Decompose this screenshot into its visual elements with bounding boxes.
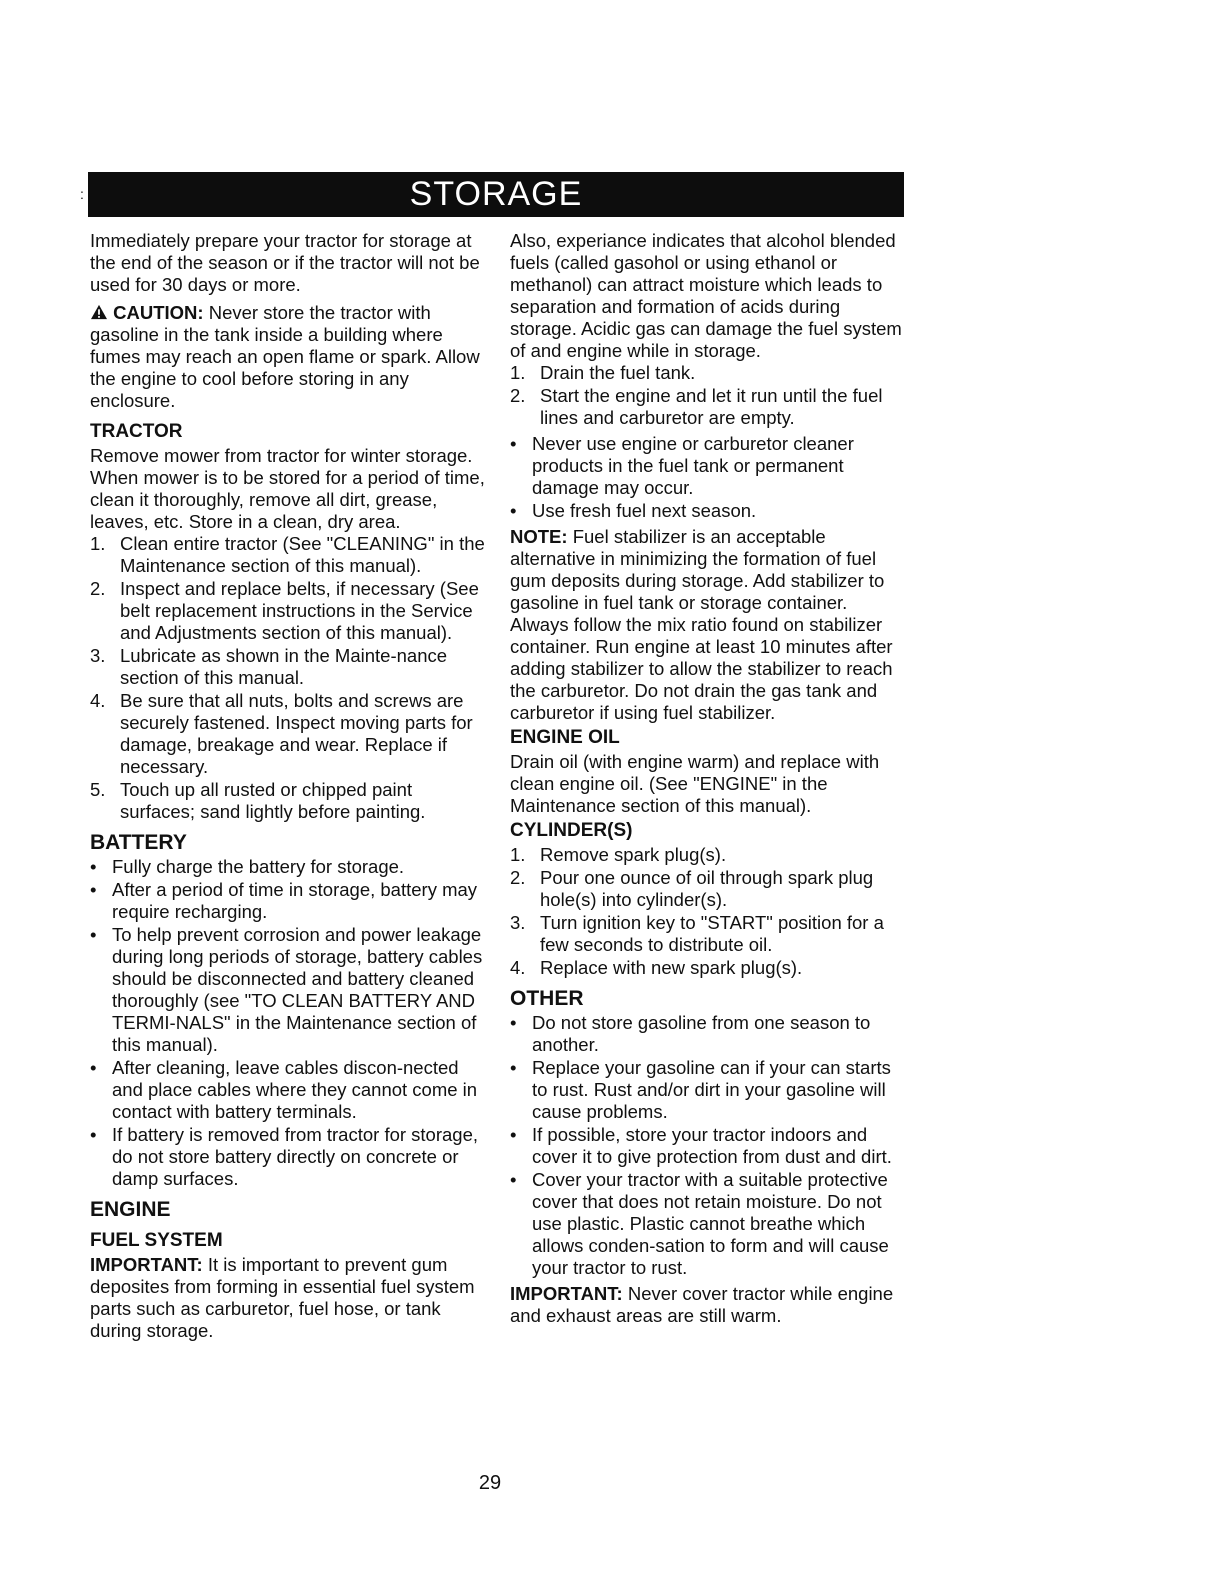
other-bullets — [510, 1012, 908, 1279]
important-text: Never cover tractor while engine and exhaust areas are still warm. — [510, 1283, 894, 1326]
fuel-important-note — [90, 1254, 485, 1342]
bullet-text: Do not store gasoline from one season to another. — [532, 1012, 871, 1055]
cover-important-note — [510, 1283, 908, 1327]
fuel-steps — [510, 362, 908, 429]
page-title: STORAGE — [409, 175, 583, 213]
bullet: • — [90, 1057, 97, 1078]
bullet: • — [90, 856, 97, 877]
right-column — [510, 230, 908, 1333]
section-banner — [88, 172, 904, 217]
caution-text: Never store the tractor with gasoline in the tank inside a building where fumes may reach an open flame or spark. Allow the engine to cool before storing in any enclosure. — [90, 302, 480, 411]
step-text: Lubricate as shown in the Mainte-nance section of this manual. — [120, 645, 448, 688]
list-item — [90, 690, 485, 778]
step-number: 3. — [90, 645, 106, 666]
step-text: Inspect and replace belts, if necessary (See belt replacement instructions in the Service and Adjustments section of this manual). — [120, 578, 479, 643]
step-number: 4. — [90, 690, 106, 711]
bullet-text: Fully charge the battery for storage. — [112, 856, 405, 877]
list-item — [90, 1124, 485, 1190]
list-item — [510, 957, 908, 979]
step-number: 2. — [510, 385, 526, 406]
step-text: Clean entire tractor (See "CLEANING" in the Maintenance section of this manual). — [120, 533, 485, 576]
tractor-intro: Remove mower from tractor for winter storage. When mower is to be stored for a period of time, clean it thoroughly, remove all dirt, grease, leaves, etc. Store in a clean, dry area. — [90, 445, 485, 532]
battery-heading: BATTERY — [90, 831, 187, 854]
bullet: • — [510, 500, 517, 521]
step-text: Turn ignition key to "START" position for a few seconds to distribute oil. — [540, 912, 884, 955]
margin-mark: : — [80, 186, 84, 202]
bullet-text: If possible, store your tractor indoors and cover it to give protection from dust and dirt. — [532, 1124, 892, 1167]
bullet: • — [510, 1124, 517, 1145]
bullet-text: If battery is removed from tractor for storage, do not store battery directly on concrete or damp surfaces. — [112, 1124, 479, 1189]
battery-bullets — [90, 856, 485, 1190]
step-text: Be sure that all nuts, bolts and screws are securely fastened. Inspect moving parts for damage, breakage and wear. Replace if necessary. — [120, 690, 473, 777]
step-text: Drain the fuel tank. — [540, 362, 696, 383]
list-item — [510, 500, 908, 522]
list-item — [510, 1124, 908, 1168]
page-number: 29 — [478, 1472, 502, 1494]
bullet-text: After a period of time in storage, battery may require recharging. — [112, 879, 478, 922]
other-heading: OTHER — [510, 987, 584, 1010]
left-column — [90, 230, 485, 1348]
bullet-text: Use fresh fuel next season. — [532, 500, 757, 521]
list-item — [510, 1057, 908, 1123]
bullet: • — [510, 1057, 517, 1078]
bullet: • — [90, 924, 97, 945]
step-text: Touch up all rusted or chipped paint surfaces; sand lightly before painting. — [120, 779, 426, 822]
bullet-text: To help prevent corrosion and power leakage during long periods of storage, battery cables should be disconnected and battery cleaned thoroughly (see "TO CLEAN BATTERY AND TERMI-NALS" in the Maintenance section of this manual). — [112, 924, 483, 1055]
note-label: NOTE: — [510, 526, 568, 547]
list-item — [510, 1169, 908, 1279]
list-item — [90, 879, 485, 923]
tractor-heading: TRACTOR — [90, 421, 183, 442]
bullet: • — [90, 1124, 97, 1145]
step-text: Replace with new spark plug(s). — [540, 957, 803, 978]
cylinders-heading: CYLINDER(S) — [510, 820, 633, 841]
bullet: • — [510, 1169, 517, 1190]
step-number: 1. — [510, 362, 526, 383]
list-item — [510, 844, 908, 866]
list-item — [510, 867, 908, 911]
bullet-text: Cover your tractor with a suitable protective cover that does not retain moisture. Do not use plastic. Plastic cannot breathe which allows conden-sation to form and will cause your tractor to rust. — [532, 1169, 889, 1278]
step-number: 2. — [510, 867, 526, 888]
bullet-text: After cleaning, leave cables discon-nected and place cables where they cannot come in contact with battery terminals. — [112, 1057, 478, 1122]
warning-triangle-icon — [90, 304, 108, 320]
list-item — [510, 1012, 908, 1056]
list-item — [90, 578, 485, 644]
caution-block — [90, 302, 485, 412]
important-label: IMPORTANT: — [90, 1254, 203, 1275]
list-item — [510, 433, 908, 499]
list-item — [90, 924, 485, 1056]
fuel-system-heading: FUEL SYSTEM — [90, 1230, 223, 1251]
list-item — [510, 912, 908, 956]
list-item — [90, 533, 485, 577]
step-number: 1. — [90, 533, 106, 554]
list-item — [90, 1057, 485, 1123]
step-text: Start the engine and let it run until the fuel lines and carburetor are empty. — [540, 385, 883, 428]
important-text: It is important to prevent gum deposites from forming in essential fuel system parts such as carburetor, fuel hose, or tank during storage. — [90, 1254, 475, 1341]
step-text: Remove spark plug(s). — [540, 844, 727, 865]
alcohol-fuel-intro: Also, experiance indicates that alcohol blended fuels (called gasohol or using ethanol or methanol) can attract moisture which leads to separation and formation of acids during storage. Acidic gas can damage the fuel system of and engine while in storage. — [510, 230, 902, 361]
bullet: • — [90, 879, 97, 900]
bullet: • — [510, 433, 517, 454]
list-item — [90, 856, 485, 878]
bullet-text: Replace your gasoline can if your can starts to rust. Rust and/or dirt in your gasoline will cause problems. — [532, 1057, 891, 1122]
step-number: 3. — [510, 912, 526, 933]
engine-oil-text: Drain oil (with engine warm) and replace with clean engine oil. (See "ENGINE" in the Maintenance section of this manual). — [510, 751, 880, 816]
tractor-steps — [90, 533, 485, 823]
bullet-text: Never use engine or carburetor cleaner products in the fuel tank or permanent damage may occur. — [532, 433, 854, 498]
step-number: 5. — [90, 779, 106, 800]
engine-heading: ENGINE — [90, 1198, 171, 1221]
important-label: IMPORTANT: — [510, 1283, 623, 1304]
caution-label: CAUTION: — [113, 302, 204, 323]
fuel-bullets — [510, 433, 908, 522]
list-item — [510, 362, 908, 384]
note-text: Fuel stabilizer is an acceptable alternative in minimizing the formation of fuel gum deposits during storage. Add stabilizer to gasoline in fuel tank or storage container. Always follow the mix ratio found on stabilizer container. Run engine at least 10 minutes after adding stabilizer to allow the stabilizer to reach the carburetor. Do not drain the gas tank and carburetor if using fuel stabilizer. — [510, 526, 893, 723]
list-item — [90, 779, 485, 823]
list-item — [90, 645, 485, 689]
list-item — [510, 385, 908, 429]
step-text: Pour one ounce of oil through spark plug hole(s) into cylinder(s). — [540, 867, 874, 910]
step-number: 4. — [510, 957, 526, 978]
bullet: • — [510, 1012, 517, 1033]
storage-intro: Immediately prepare your tractor for storage at the end of the season or if the tractor will not be used for 30 days or more. — [90, 230, 480, 295]
step-number: 1. — [510, 844, 526, 865]
stabilizer-note — [510, 526, 908, 724]
step-number: 2. — [90, 578, 106, 599]
engine-oil-heading: ENGINE OIL — [510, 727, 620, 748]
cylinder-steps — [510, 844, 908, 979]
